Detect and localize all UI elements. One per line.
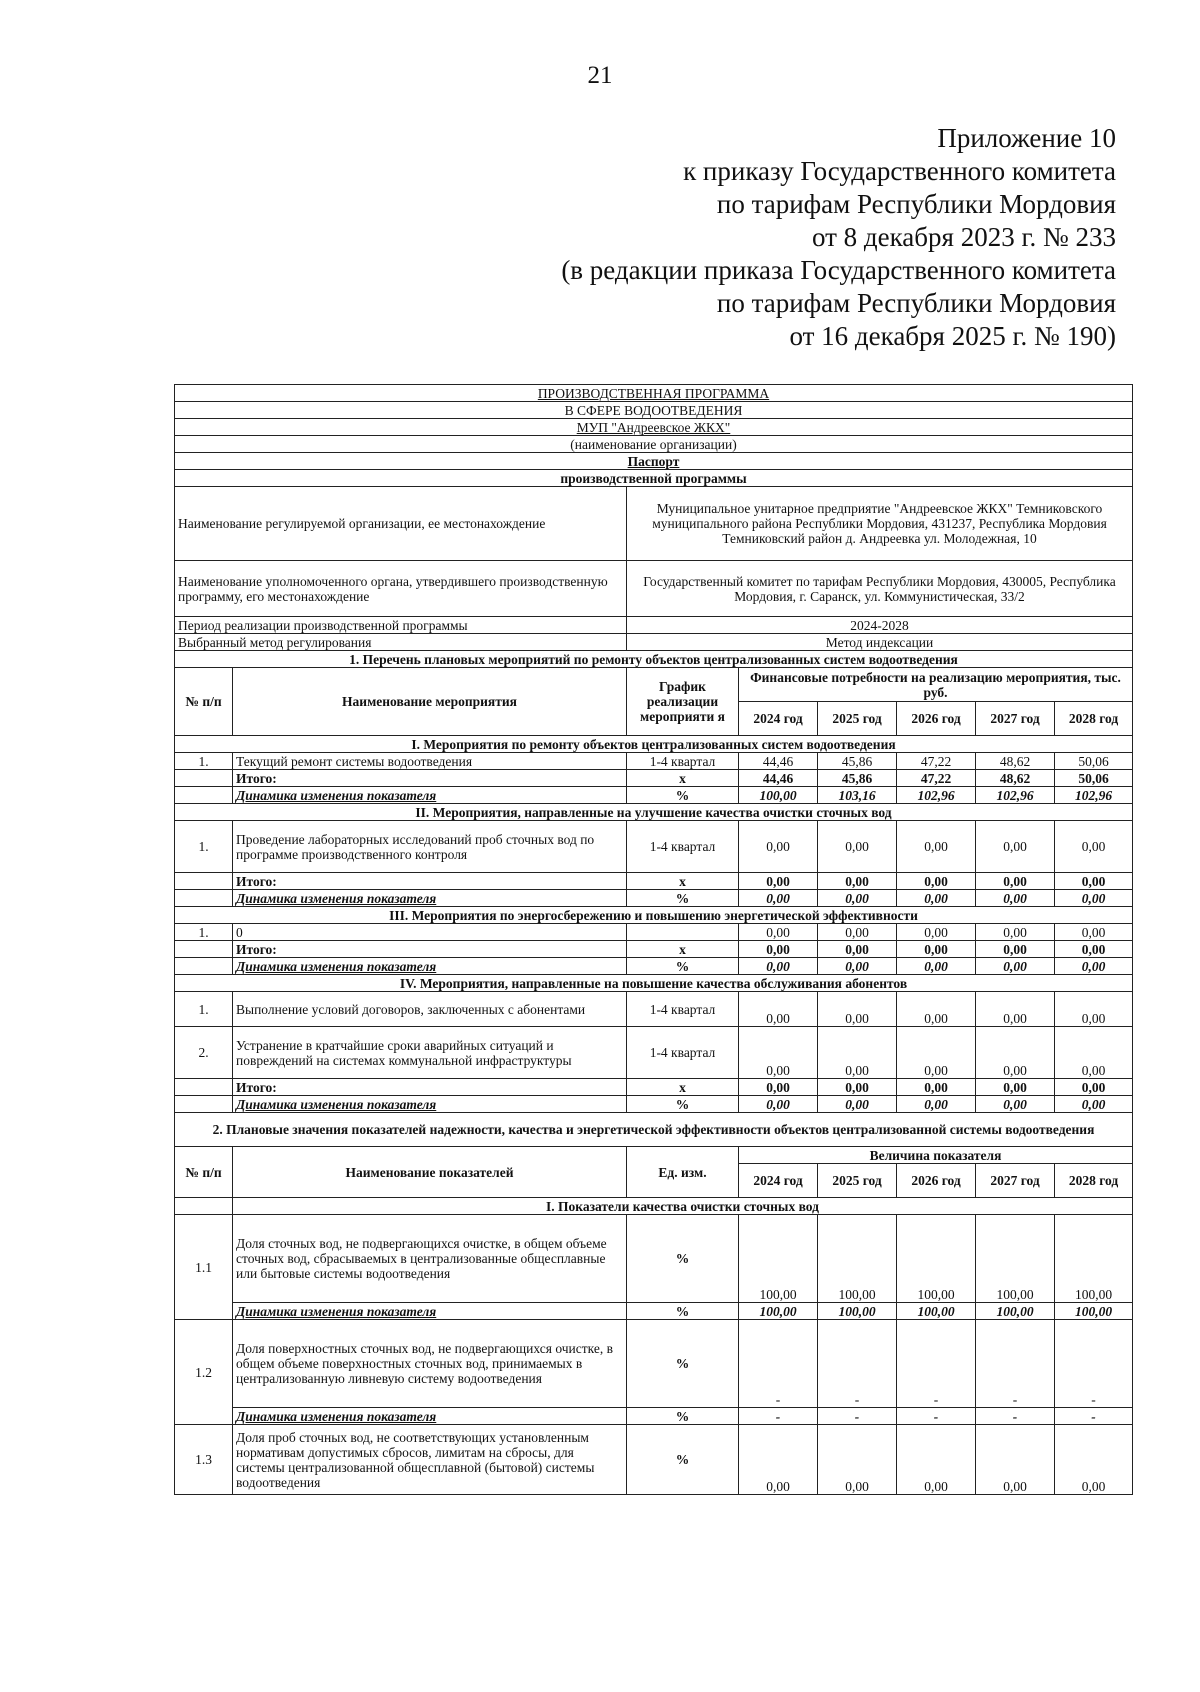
total-unit: х <box>627 770 739 787</box>
dynamics-label: Динамика изменения показателя <box>233 1303 627 1320</box>
dynamics-value: 0,00 <box>818 890 897 907</box>
value-cell: 47,22 <box>897 753 976 770</box>
value-cell: 45,86 <box>818 753 897 770</box>
dynamics-unit: % <box>627 890 739 907</box>
total-value: 0,00 <box>818 941 897 958</box>
row-number: 1. <box>175 924 233 941</box>
value-cell: 100,00 <box>818 1215 897 1303</box>
group-title: II. Мероприятия, направленные на улучшение качества очистки сточных вод <box>175 804 1133 821</box>
indicator-unit: % <box>627 1425 739 1495</box>
value-cell: 50,06 <box>1055 753 1133 770</box>
empty-cell <box>175 890 233 907</box>
col-header-unit: Ед. изм. <box>627 1147 739 1198</box>
section2-title: 2. Плановые значения показателей надежности, качества и энергетической эффективности объектов централизованной системы водоотведения <box>175 1113 1133 1147</box>
table-body <box>175 385 1133 1495</box>
total-value: 0,00 <box>739 1079 818 1096</box>
empty-cell <box>175 958 233 975</box>
dynamics-value: - <box>818 1408 897 1425</box>
dynamics-label: Динамика изменения показателя <box>233 1408 627 1425</box>
activity-name: Устранение в кратчайшие сроки аварийных ситуаций и повреждений на системах коммунальной инфраструктуры <box>233 1027 627 1079</box>
value-cell: 0,00 <box>818 924 897 941</box>
value-cell: 0,00 <box>976 821 1055 873</box>
dynamics-value: - <box>976 1408 1055 1425</box>
activity-schedule: 1-4 квартал <box>627 753 739 770</box>
dynamics-value: 103,16 <box>818 787 897 804</box>
row-number: 1. <box>175 753 233 770</box>
value-cell: 0,00 <box>897 1425 976 1495</box>
value-cell: 0,00 <box>897 821 976 873</box>
activity-name: Проведение лабораторных исследований проб сточных вод по программе производственного контроля <box>233 821 627 873</box>
organization-caption: (наименование организации) <box>175 436 1133 453</box>
indicator-unit: % <box>627 1215 739 1303</box>
page-number: 21 <box>587 62 613 89</box>
passport-value: Муниципальное унитарное предприятие "Андреевское ЖКХ" Темниковского муниципального района Республики Мордовия, 431237, Республика Мордовия Темниковский район д. Андреевка ул. Молодежная, 10 <box>627 487 1133 561</box>
col-header-year: 2028 год <box>1055 702 1133 736</box>
dynamics-value: 0,00 <box>897 958 976 975</box>
value-cell: 0,00 <box>818 821 897 873</box>
value-cell: 0,00 <box>739 1027 818 1079</box>
activity-name: 0 <box>233 924 627 941</box>
value-cell: 100,00 <box>739 1215 818 1303</box>
passport-label: Выбранный метод регулирования <box>175 634 627 651</box>
dynamics-value: 100,00 <box>739 787 818 804</box>
total-value: 0,00 <box>976 1079 1055 1096</box>
row-number: 2. <box>175 1027 233 1079</box>
dynamics-value: 0,00 <box>818 958 897 975</box>
total-value: 47,22 <box>897 770 976 787</box>
production-program-table <box>174 384 1133 1495</box>
value-cell: 0,00 <box>818 1027 897 1079</box>
activity-name: Выполнение условий договоров, заключенных с абонентами <box>233 992 627 1027</box>
total-value: 0,00 <box>1055 873 1133 890</box>
col-header-value: Величина показателя <box>739 1147 1133 1164</box>
dynamics-value: 102,96 <box>976 787 1055 804</box>
dynamics-value: 100,00 <box>976 1303 1055 1320</box>
activity-schedule: 1-4 квартал <box>627 821 739 873</box>
group-title: IV. Мероприятия, направленные на повышение качества обслуживания абонентов <box>175 975 1133 992</box>
value-cell: 0,00 <box>818 992 897 1027</box>
group-title: I. Мероприятия по ремонту объектов централизованных систем водоотведения <box>175 736 1133 753</box>
passport-label: Период реализации производственной программы <box>175 617 627 634</box>
empty-cell <box>175 1198 233 1215</box>
value-cell: 0,00 <box>976 1027 1055 1079</box>
dynamics-value: - <box>897 1408 976 1425</box>
total-value: 0,00 <box>1055 1079 1133 1096</box>
group-title: III. Мероприятия по энергосбережению и повышению энергетической эффективности <box>175 907 1133 924</box>
dynamics-unit: % <box>627 958 739 975</box>
total-value: 44,46 <box>739 770 818 787</box>
indicator-number: 1.1 <box>175 1215 233 1320</box>
value-cell: 0,00 <box>739 1425 818 1495</box>
value-cell: 0,00 <box>897 1027 976 1079</box>
total-value: 0,00 <box>739 941 818 958</box>
total-unit: х <box>627 873 739 890</box>
dynamics-unit: % <box>627 1303 739 1320</box>
col-header-num: № п/п <box>175 668 233 736</box>
col-header-year: 2025 год <box>818 702 897 736</box>
value-cell: 100,00 <box>1055 1215 1133 1303</box>
dynamics-value: 0,00 <box>1055 890 1133 907</box>
dynamics-value: 0,00 <box>739 1096 818 1113</box>
dynamics-value: 0,00 <box>976 1096 1055 1113</box>
total-value: 0,00 <box>818 1079 897 1096</box>
value-cell: 0,00 <box>976 992 1055 1027</box>
dynamics-value: 100,00 <box>818 1303 897 1320</box>
value-cell: 0,00 <box>897 992 976 1027</box>
organization-name: МУП "Андреевское ЖКХ" <box>175 419 1133 436</box>
empty-cell <box>175 787 233 804</box>
dynamics-value: 0,00 <box>818 1096 897 1113</box>
dynamics-value: - <box>739 1408 818 1425</box>
passport-title: Паспорт <box>175 453 1133 470</box>
passport-label: Наименование уполномоченного органа, утвердившего производственную программу, его местонахождение <box>175 561 627 617</box>
dynamics-label: Динамика изменения показателя <box>233 890 627 907</box>
activity-schedule <box>627 924 739 941</box>
header-line: по тарифам Республики Мордовия <box>716 189 1116 219</box>
dynamics-unit: % <box>627 1408 739 1425</box>
col-header-year: 2027 год <box>976 1164 1055 1198</box>
col-header-indicator: Наименование показателей <box>233 1147 627 1198</box>
col-header-year: 2024 год <box>739 702 818 736</box>
dynamics-value: 0,00 <box>1055 1096 1133 1113</box>
header-line: по тарифам Республики Мордовия <box>716 288 1116 318</box>
col-header-schedule: График реализации мероприяти я <box>627 668 739 736</box>
dynamics-label: Динамика изменения показателя <box>233 1096 627 1113</box>
indicator-number: 1.3 <box>175 1425 233 1495</box>
total-unit: х <box>627 941 739 958</box>
value-cell: 0,00 <box>1055 1425 1133 1495</box>
dynamics-value: 0,00 <box>897 890 976 907</box>
passport-value: Государственный комитет по тарифам Республики Мордовия, 430005, Республика Мордовия, г. Саранск, ул. Коммунистическая, 33/2 <box>627 561 1133 617</box>
empty-cell <box>175 873 233 890</box>
program-title: ПРОИЗВОДСТВЕННАЯ ПРОГРАММА <box>175 385 1133 402</box>
value-cell: 0,00 <box>1055 821 1133 873</box>
total-value: 0,00 <box>976 873 1055 890</box>
col-header-finance: Финансовые потребности на реализацию мероприятия, тыс. руб. <box>739 668 1133 702</box>
dynamics-value: 0,00 <box>897 1096 976 1113</box>
header-line: Приложение 10 <box>937 123 1116 153</box>
dynamics-value: 0,00 <box>739 958 818 975</box>
value-cell: - <box>818 1320 897 1408</box>
passport-value: Метод индексации <box>627 634 1133 651</box>
dynamics-value: 0,00 <box>739 890 818 907</box>
total-value: 45,86 <box>818 770 897 787</box>
value-cell: 48,62 <box>976 753 1055 770</box>
dynamics-unit: % <box>627 1096 739 1113</box>
row-number: 1. <box>175 992 233 1027</box>
total-value: 0,00 <box>818 873 897 890</box>
col-header-year: 2025 год <box>818 1164 897 1198</box>
section1-title: 1. Перечень плановых мероприятий по ремонту объектов централизованных систем водоотведения <box>175 651 1133 668</box>
total-label: Итого: <box>233 941 627 958</box>
activity-schedule: 1-4 квартал <box>627 1027 739 1079</box>
dynamics-value: 102,96 <box>897 787 976 804</box>
empty-cell <box>175 770 233 787</box>
col-header-year: 2028 год <box>1055 1164 1133 1198</box>
header-line: к приказу Государственного комитета <box>683 156 1116 186</box>
header-line: (в редакции приказа Государственного комитета <box>561 255 1116 285</box>
total-label: Итого: <box>233 1079 627 1096</box>
value-cell: 100,00 <box>976 1215 1055 1303</box>
program-sphere: В СФЕРЕ ВОДООТВЕДЕНИЯ <box>175 402 1133 419</box>
indicator-name: Доля сточных вод, не подвергающихся очистке, в общем объеме сточных вод, сбрасываемых в централизованные общесплавные или бытовые системы водоотведения <box>233 1215 627 1303</box>
header-line: от 16 декабря 2025 г. № 190) <box>789 321 1116 351</box>
passport-label: Наименование регулируемой организации, ее местонахождение <box>175 487 627 561</box>
total-value: 48,62 <box>976 770 1055 787</box>
passport-value: 2024-2028 <box>627 617 1133 634</box>
indicator-unit: % <box>627 1320 739 1408</box>
total-unit: х <box>627 1079 739 1096</box>
col-header-year: 2027 год <box>976 702 1055 736</box>
empty-cell <box>175 1079 233 1096</box>
dynamics-value: 100,00 <box>897 1303 976 1320</box>
group-title: I. Показатели качества очистки сточных вод <box>233 1198 1133 1215</box>
header-line: от 8 декабря 2023 г. № 233 <box>811 222 1116 252</box>
total-label: Итого: <box>233 770 627 787</box>
empty-cell <box>175 941 233 958</box>
total-value: 0,00 <box>897 941 976 958</box>
indicator-name: Доля проб сточных вод, не соответствующих установленным нормативам допустимых сбросов, лимитам на сбросы, для системы централизованной общесплавной (бытовой) системы водоотведения <box>233 1425 627 1495</box>
dynamics-unit: % <box>627 787 739 804</box>
dynamics-value: - <box>1055 1408 1133 1425</box>
dynamics-value: 102,96 <box>1055 787 1133 804</box>
value-cell: 0,00 <box>1055 1027 1133 1079</box>
total-value: 50,06 <box>1055 770 1133 787</box>
value-cell: 0,00 <box>897 924 976 941</box>
value-cell: 100,00 <box>897 1215 976 1303</box>
total-value: 0,00 <box>976 941 1055 958</box>
col-header-year: 2026 год <box>897 1164 976 1198</box>
activity-name: Текущий ремонт системы водоотведения <box>233 753 627 770</box>
total-value: 0,00 <box>897 873 976 890</box>
value-cell: - <box>976 1320 1055 1408</box>
value-cell: 44,46 <box>739 753 818 770</box>
total-value: 0,00 <box>897 1079 976 1096</box>
dynamics-value: 0,00 <box>976 890 1055 907</box>
value-cell: 0,00 <box>976 1425 1055 1495</box>
passport-subtitle: производственной программы <box>175 470 1133 487</box>
value-cell: 0,00 <box>739 924 818 941</box>
total-label: Итого: <box>233 873 627 890</box>
col-header-year: 2026 год <box>897 702 976 736</box>
col-header-num: № п/п <box>175 1147 233 1198</box>
dynamics-label: Динамика изменения показателя <box>233 787 627 804</box>
value-cell: 0,00 <box>1055 992 1133 1027</box>
value-cell: 0,00 <box>739 821 818 873</box>
value-cell: 0,00 <box>1055 924 1133 941</box>
value-cell: 0,00 <box>739 992 818 1027</box>
appendix-header <box>561 122 1116 353</box>
dynamics-value: 100,00 <box>1055 1303 1133 1320</box>
indicator-number: 1.2 <box>175 1320 233 1425</box>
dynamics-value: 0,00 <box>976 958 1055 975</box>
empty-cell <box>175 1096 233 1113</box>
value-cell: - <box>739 1320 818 1408</box>
value-cell: 0,00 <box>818 1425 897 1495</box>
value-cell: 0,00 <box>976 924 1055 941</box>
indicator-name: Доля поверхностных сточных вод, не подвергающихся очистке, в общем объеме поверхностных сточных вод, принимаемых в централизованную ливневую систему водоотведения <box>233 1320 627 1408</box>
row-number: 1. <box>175 821 233 873</box>
col-header-year: 2024 год <box>739 1164 818 1198</box>
value-cell: - <box>1055 1320 1133 1408</box>
dynamics-value: 100,00 <box>739 1303 818 1320</box>
total-value: 0,00 <box>739 873 818 890</box>
activity-schedule: 1-4 квартал <box>627 992 739 1027</box>
value-cell: - <box>897 1320 976 1408</box>
dynamics-label: Динамика изменения показателя <box>233 958 627 975</box>
total-value: 0,00 <box>1055 941 1133 958</box>
col-header-name: Наименование мероприятия <box>233 668 627 736</box>
dynamics-value: 0,00 <box>1055 958 1133 975</box>
